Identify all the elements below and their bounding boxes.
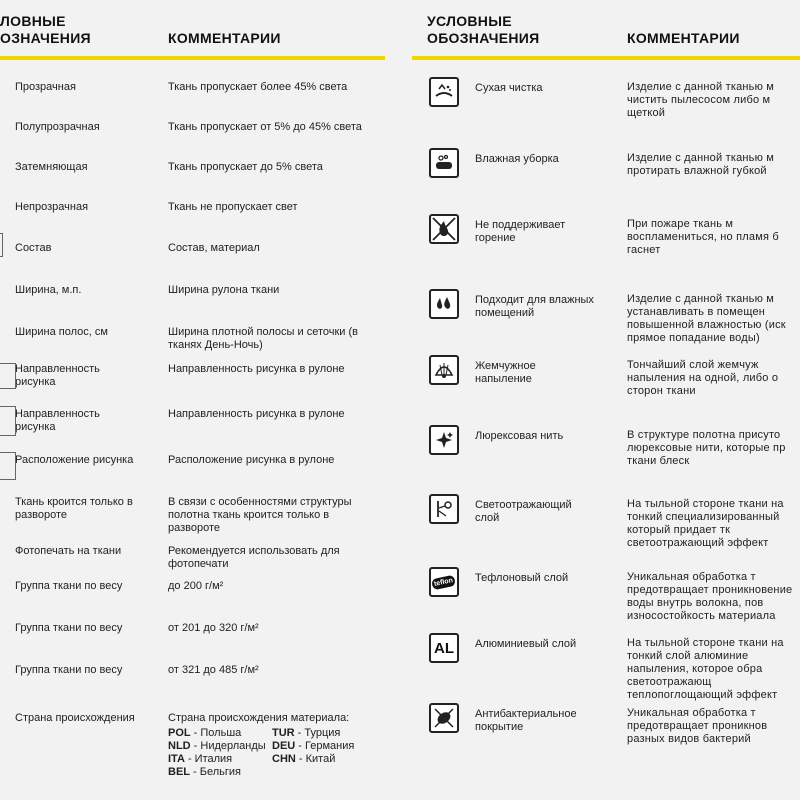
legend-label: Расположение рисунка (15, 454, 134, 466)
fire-resistant-icon (429, 214, 459, 244)
cropped-icon (0, 452, 16, 480)
legend-comment: Ширина рулона ткани (168, 284, 280, 296)
legend-comment: Изделие с данной тканью м устанавливать в помещен повышенной влажностью (иск прямое попадание воды) (627, 293, 786, 344)
legend-label: Направленность рисунка (15, 408, 100, 433)
legend-comment: от 201 до 320 г/м² (168, 622, 259, 634)
left-comments-header: КОММЕНТАРИИ (168, 30, 281, 46)
legend-label: Антибактериальное покрытие (475, 708, 577, 733)
legend-comment: Направленность рисунка в рулоне (168, 363, 345, 375)
legend-comment: На тыльной стороне ткани на тонкий специализированный который придает тк светоотражающий эффект (627, 498, 784, 549)
legend-comment: Тончайший слой жемчуж напыления на одной, либо о сторон ткани (627, 359, 779, 397)
legend-label: Ширина полос, см (15, 326, 108, 338)
legend-comment: до 200 г/м² (168, 580, 224, 592)
legend-label: Затемняющая (15, 161, 88, 173)
sparkle-icon (429, 425, 459, 455)
country-bel: BEL - Бельгия (168, 766, 242, 778)
legend-label: Состав (15, 242, 52, 254)
legend-comment: На тыльной стороне ткани на тонкий слой алюминие напыления, которое обра светоотражающ теплопоглощающий эффект (627, 637, 784, 701)
legend-label: Светоотражающий слой (475, 499, 572, 524)
antibacterial-icon (429, 703, 459, 733)
country-tur: TUR - Турция (272, 727, 341, 739)
legend-label: Непрозрачная (15, 201, 89, 213)
legend-comment: Расположение рисунка в рулоне (168, 454, 335, 466)
legend-comment: Уникальная обработка т предотвращает проникнов разных видов бактерий (627, 707, 768, 745)
legend-label: Направленность рисунка (15, 363, 100, 388)
country-comment (168, 712, 388, 779)
legend-comment: Ширина плотной полосы и сеточки (в тканях День-Ночь) (168, 326, 358, 351)
country-nld: NLD - Нидерланды (168, 740, 266, 752)
legend-comment: В связи с особенностями структуры полотна ткань кроится только в развороте (168, 496, 352, 534)
legend-comment: В структуре полотна присуто люрексовые нити, которые пр ткани блеск (627, 429, 786, 467)
legend-comment: Изделие с данной тканью м чистить пылесосом либо м щеткой (627, 81, 775, 119)
country-pol: POL - Польша (168, 727, 242, 739)
legend-label: Ткань кроится только в развороте (15, 496, 133, 521)
country-deu: DEU - Германия (272, 740, 355, 752)
country-ita: ITA - Италия (168, 753, 233, 765)
teflon-badge: teflon (432, 574, 457, 590)
legend-comment: Ткань пропускает до 5% света (168, 161, 323, 173)
legend-label: Подходит для влажных помещений (475, 294, 594, 319)
legend-label: Группа ткани по весу (15, 622, 123, 634)
legend-comment: от 321 до 485 г/м² (168, 664, 259, 676)
legend-label: Фотопечать на ткани (15, 545, 122, 557)
legend-comment: Изделие с данной тканью м протирать влажной губкой (627, 152, 775, 177)
legend-label: Алюминиевый слой (475, 638, 577, 650)
aluminum-icon (429, 633, 459, 663)
cropped-icon (0, 406, 16, 436)
aluminum-badge: AL (434, 639, 454, 657)
country-chn: CHN - Китай (272, 753, 336, 765)
legend-label: Полупрозрачная (15, 121, 100, 133)
right-legend-header: УСЛОВНЫЕ ОБОЗНАЧЕНИЯ (427, 13, 540, 46)
country-label: Страна происхождения (15, 712, 135, 724)
country-intro: Страна происхождения материала: (168, 712, 350, 724)
wet-cleaning-icon (429, 148, 459, 178)
legend-label: Жемчужное напыление (475, 360, 536, 385)
legend-comment: Ткань пропускает более 45% света (168, 81, 348, 93)
legend-label: Влажная уборка (475, 153, 559, 165)
pearl-shell-icon (429, 355, 459, 385)
cropped-icon (0, 363, 16, 389)
legend-label: Группа ткани по весу (15, 580, 123, 592)
legend-comment: Ткань не пропускает свет (168, 201, 298, 213)
left-legend-header: ЛОВНЫЕ ОЗНАЧЕНИЯ (0, 13, 91, 46)
legend-comment: При пожаре ткань м воспламениться, но пламя б гаснет (627, 218, 779, 256)
humid-room-icon (429, 289, 459, 319)
legend-label: Прозрачная (15, 81, 76, 93)
legend-label: Сухая чистка (475, 82, 543, 94)
dry-cleaning-icon (429, 77, 459, 107)
cropped-icon (0, 233, 3, 257)
legend-label: Люрексовая нить (475, 430, 564, 442)
right-comments-header: КОММЕНТАРИИ (627, 30, 740, 46)
legend-comment: Направленность рисунка в рулоне (168, 408, 345, 420)
legend-label: Группа ткани по весу (15, 664, 123, 676)
legend-label: Не поддерживает горение (475, 219, 566, 244)
legend-label: Тефлоновый слой (475, 572, 569, 584)
left-yellow-divider (0, 56, 385, 60)
legend-comment: Уникальная обработка т предотвращает проникновение воды внутрь волокна, пов износостойкость материала (627, 571, 793, 622)
country-list (168, 727, 388, 779)
reflective-icon (429, 494, 459, 524)
legend-comment: Ткань пропускает от 5% до 45% света (168, 121, 362, 133)
legend-label: Ширина, м.п. (15, 284, 82, 296)
legend-comment: Рекомендуется использовать для фотопечати (168, 545, 340, 570)
teflon-icon (429, 567, 459, 597)
right-yellow-divider (412, 56, 800, 60)
legend-comment: Состав, материал (168, 242, 260, 254)
